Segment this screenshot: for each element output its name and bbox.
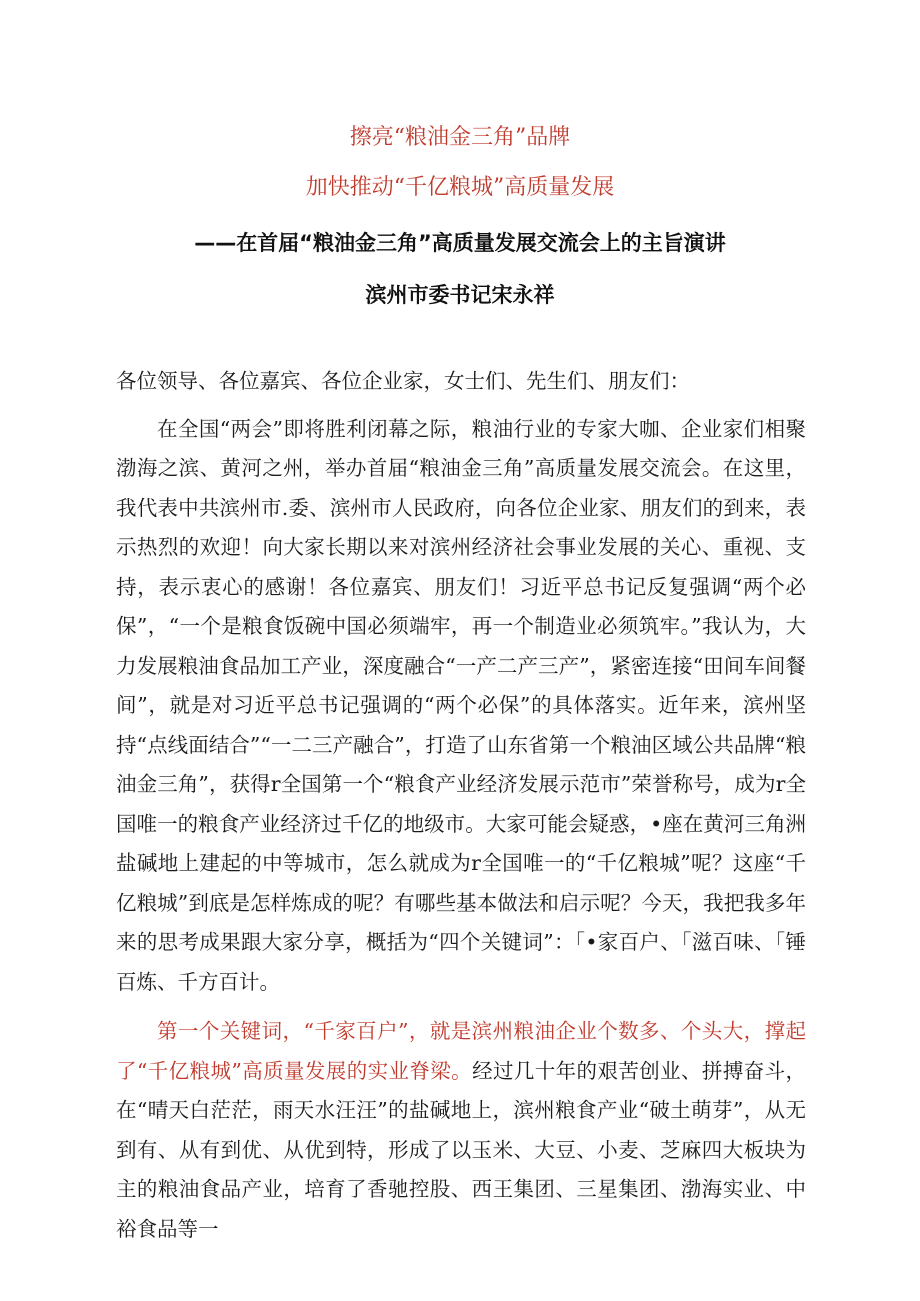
speaker-line: 滨州市委书记宋永祥 xyxy=(365,283,555,307)
paragraph-1: 在全国“两会”即将胜利闭幕之际，粮油行业的专家大咖、企业家们相聚渤海之滨、黄河之州，举办首届“粮油金三角”高质量发展交流会。在这里，我代表中共滨州市.委、滨州市人民政府，向各位企业家、朋友们的到来，表示热烈的欢迎！向大家长期以来对滨州经济社会事业发展的关心、重视、支持，表示衷心的感谢！各位嘉宾、朋友们！习近平总书记反复强调“两个必保”，“一个是粮食饭碗中国必须端牢，再一个制造业必须筑牢。”我认为，大力发展粮油食品加工产业，深度融合“一产二产三产”，紧密连接“田间车间餐间”，就是对习近平总书记强调的“两个必保”的具体落实。近年来，滨州坚持“点线面结合”“一二三产融合”，打造了山东省第一个粮油区域公共品牌“粮油金三角”，获得r全国第一个“粮食产业经济发展示范市”荣誉称号，成为r全国唯一的粮食产业经济过千亿的地级市。大家可能会疑惑，•座在黄河三角洲盐碱地上建起的中等城市，怎么就成为r全国唯一的“千亿粮城”呢？这座“千亿粮城”到底是怎样炼成的呢？有哪些基本做法和启示呢？今天，我把我多年来的思考成果跟大家分享，概括为“四个关键词”：「•家百户、「滋百味、「锤百炼、千方百计。 xyxy=(116,416,806,994)
title-line-1: 擦亮“粮油金三角”品牌 xyxy=(349,125,571,150)
speech-body xyxy=(116,362,806,1249)
title-line-2: 加快推动“千亿粮城”高质量发展 xyxy=(305,175,615,200)
paragraph-2-highlight: 第一个关键词，“千家百户”，就是滨州粮油企业个数多、个头大，撑起了“千亿粮城”高质量发展的实业脊梁。 xyxy=(116,1019,806,1083)
salutation: 各位领导、各位嘉宾、各位企业家，女士们、先生们、朋友们： xyxy=(116,369,690,393)
subtitle: ——在首届“粮油金三角”高质量发展交流会上的主旨演讲 xyxy=(194,231,726,255)
paragraph-2-text: 经过几十年的艰苦创业、拼搏奋斗，在“晴天白茫茫，雨天水汪汪”的盐碱地上，滨州粮食产业“破土萌芽”，从无到有、从有到优、从优到特，形成了以玉米、大豆、小麦、芝麻四大板块为主的粮油食品产业，培育了香驰控股、西王集团、三星集团、渤海实业、中裕食品等一 xyxy=(116,1058,807,1241)
paragraph-2 xyxy=(116,1012,806,1249)
